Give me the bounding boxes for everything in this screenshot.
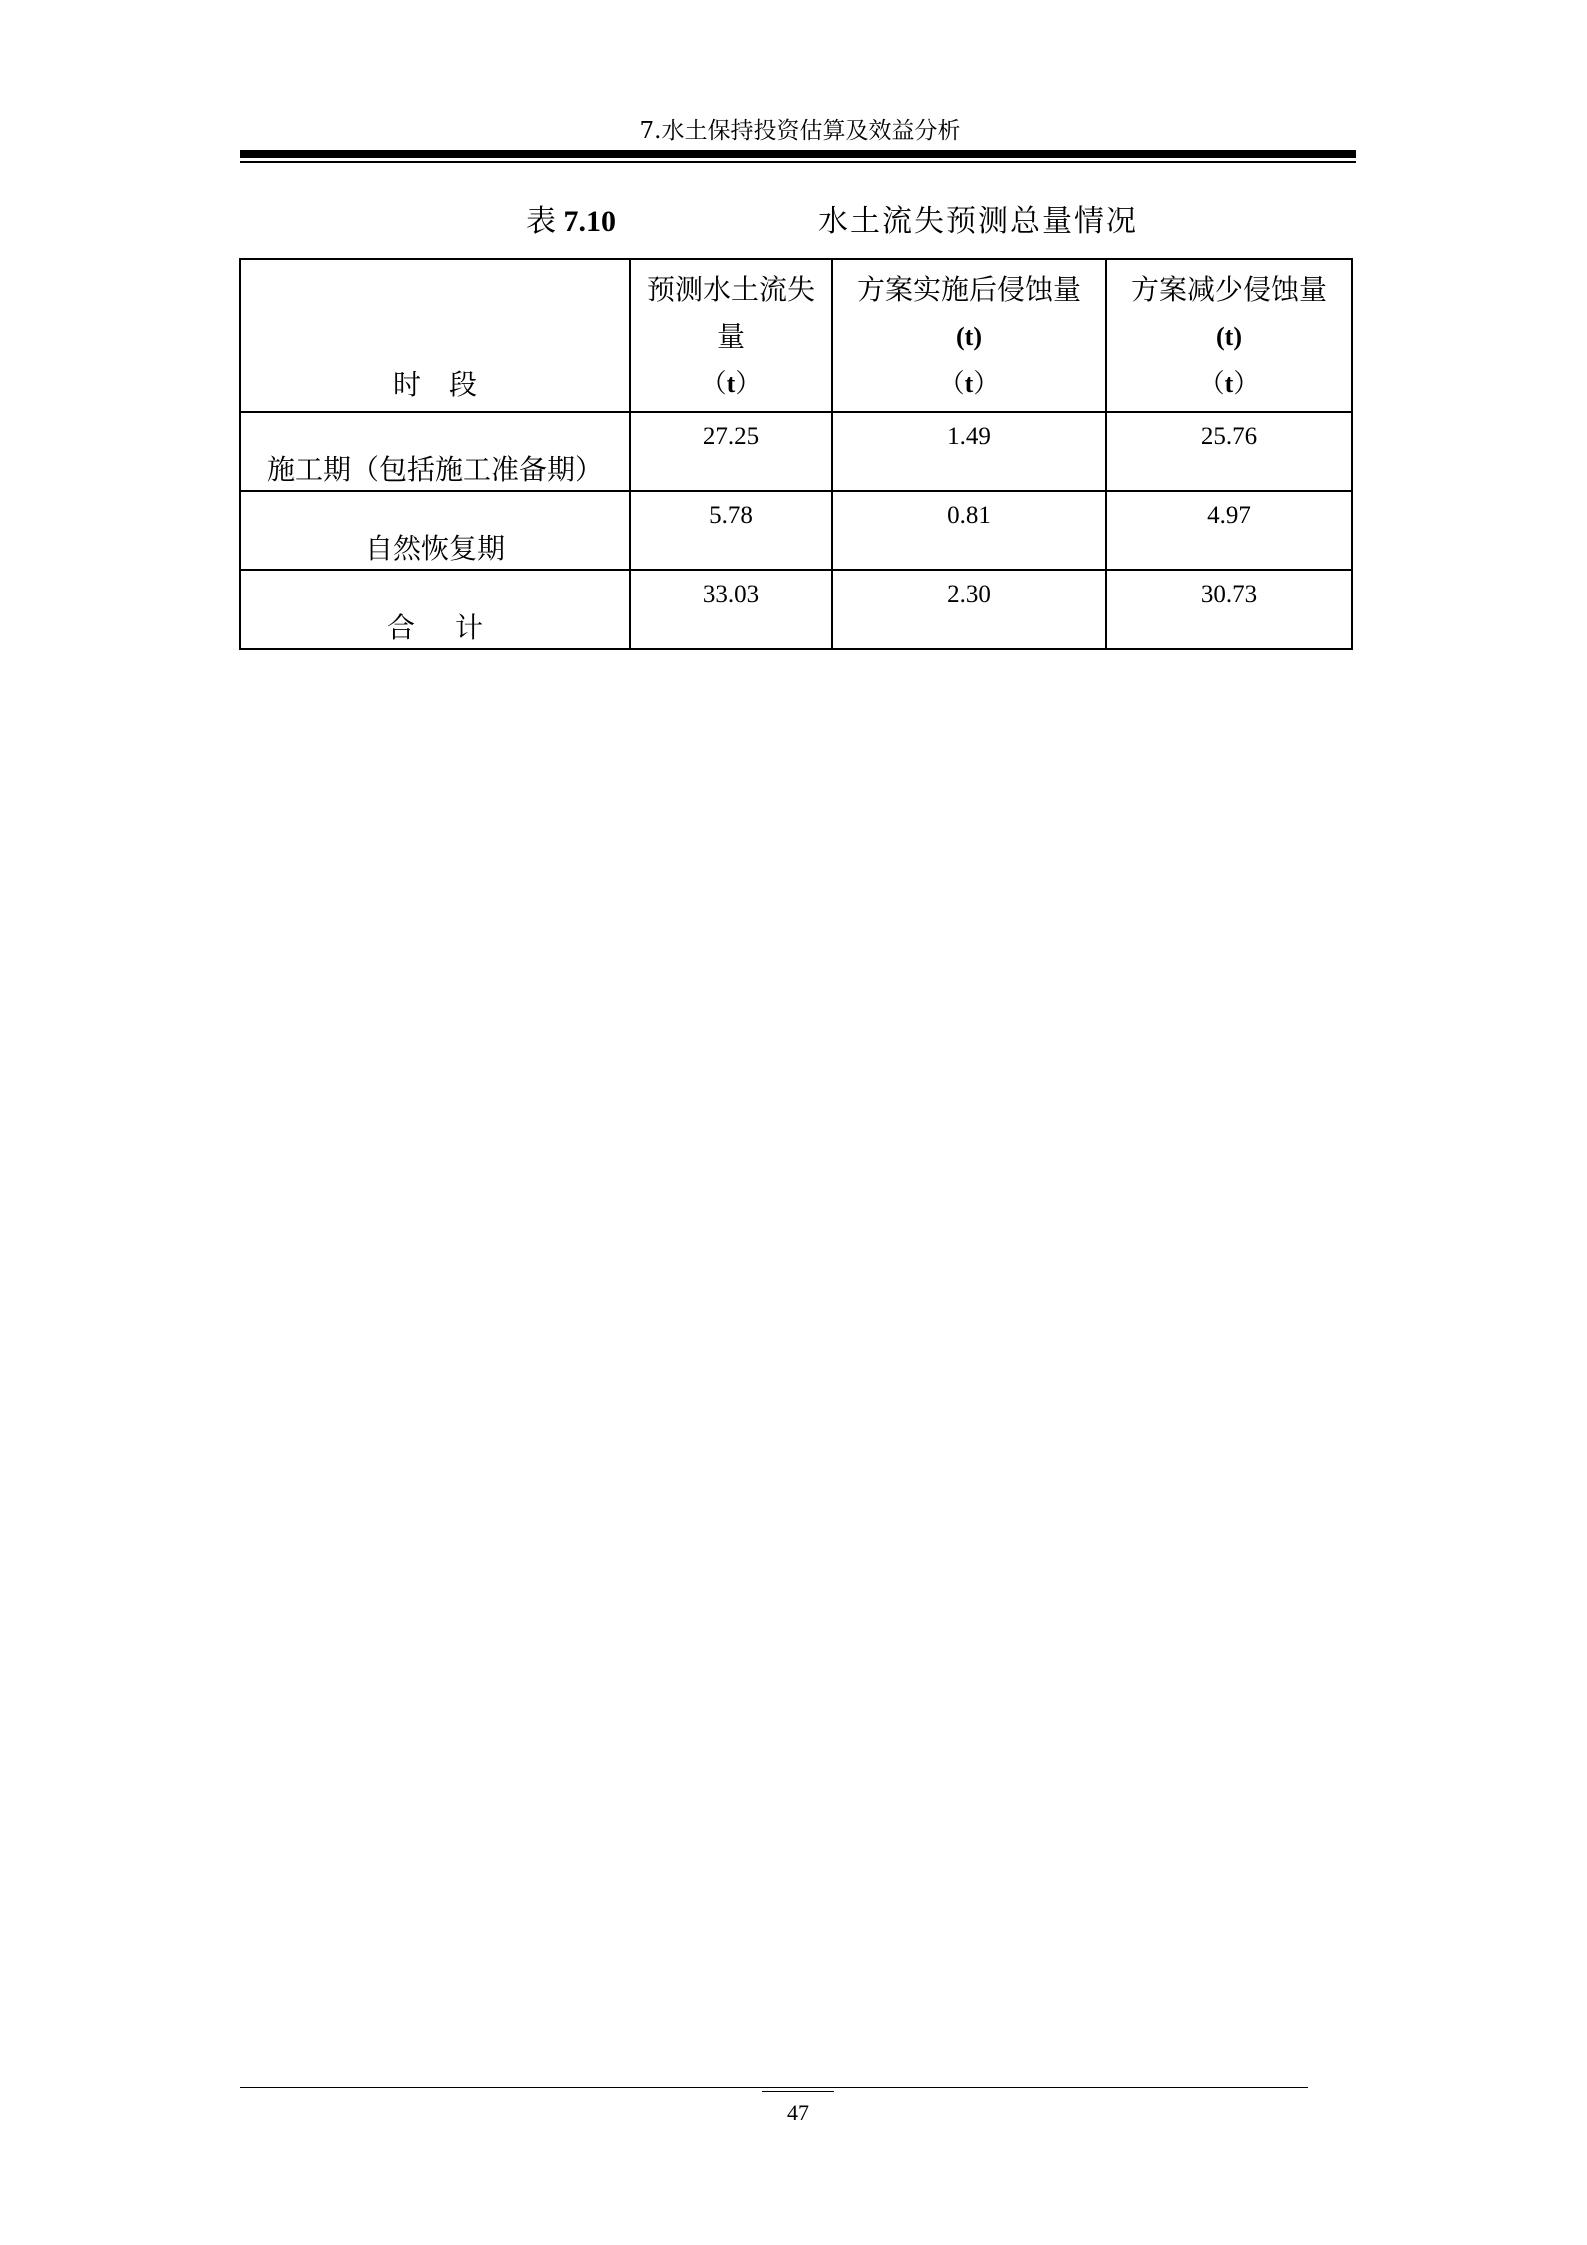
cell-reduced: 30.73 xyxy=(1106,570,1352,649)
header-predicted-unit: （t） xyxy=(700,369,762,398)
row-period-total: 合计 xyxy=(240,570,630,649)
cell-reduced: 25.76 xyxy=(1106,412,1352,491)
header-predicted-loss xyxy=(630,259,832,412)
running-header: 7.水土保持投资估算及效益分析 xyxy=(639,118,961,144)
cell-after: 0.81 xyxy=(832,491,1106,570)
cell-after: 2.30 xyxy=(832,570,1106,649)
table-caption-label: 表 xyxy=(526,205,556,238)
table-row xyxy=(240,412,1352,491)
row-period: 施工期（包括施工准备期） xyxy=(240,412,630,491)
header-after-erosion xyxy=(832,259,1106,412)
table-caption-title: 水土流失预测总量情况 xyxy=(818,204,1138,239)
header-after-line1: 方案实施后侵蚀量 xyxy=(856,273,1081,306)
footer-rule xyxy=(240,2087,1308,2088)
table-number: 7.10 xyxy=(563,205,616,238)
cell-predicted: 33.03 xyxy=(630,570,832,649)
table-header-row xyxy=(240,259,1352,412)
header-reduced-erosion xyxy=(1106,259,1352,412)
header-reduced-unit-a: (t) xyxy=(1216,322,1242,351)
table-caption-number xyxy=(526,196,616,240)
header-period: 时段 xyxy=(240,259,630,412)
header-predicted-line1: 预测水土流失 xyxy=(646,273,815,306)
table-row-total xyxy=(240,570,1352,649)
table-row xyxy=(240,491,1352,570)
footer-mark xyxy=(762,2091,834,2092)
cell-predicted: 27.25 xyxy=(630,412,832,491)
header-reduced-line1: 方案减少侵蚀量 xyxy=(1130,273,1327,306)
cell-predicted: 5.78 xyxy=(630,491,832,570)
header-reduced-unit-b: （t） xyxy=(1198,369,1260,398)
header-rule-thin xyxy=(240,161,1356,163)
row-period: 自然恢复期 xyxy=(240,491,630,570)
header-after-unit-a: (t) xyxy=(956,322,982,351)
cell-reduced: 4.97 xyxy=(1106,491,1352,570)
header-predicted-line2: 量 xyxy=(716,320,745,353)
header-rule-thick xyxy=(240,150,1356,158)
header-after-unit-b: （t） xyxy=(938,369,1000,398)
erosion-prediction-table xyxy=(239,258,1353,650)
page-number: 47 xyxy=(787,2100,809,2125)
cell-after: 1.49 xyxy=(832,412,1106,491)
